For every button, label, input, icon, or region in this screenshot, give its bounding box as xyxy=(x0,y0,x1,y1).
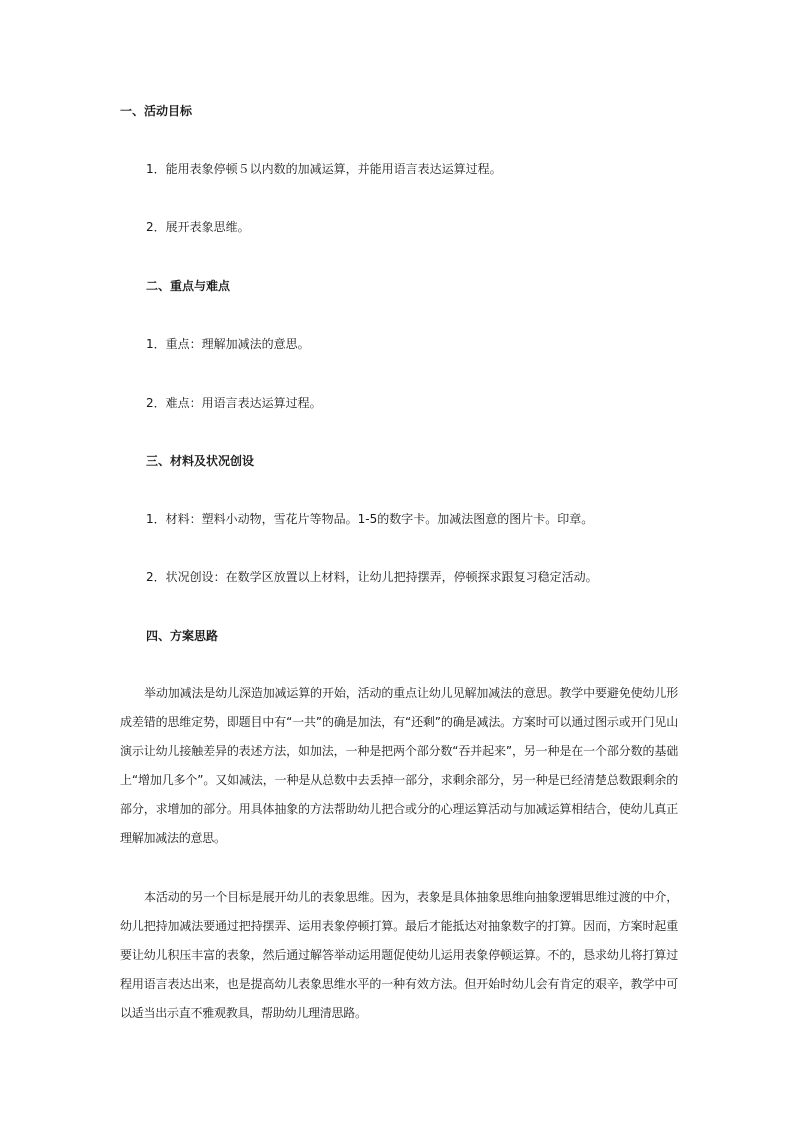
key-point-item-1: 1．重点：理解加减法的意思。 xyxy=(146,337,310,351)
section-heading-materials: 三、材料及状况创设 xyxy=(146,454,255,468)
materials-item-2: 2．状况创设：在数学区放置以上材料，让幼儿把持摆弄，停顿探求跟复习稳定活动。 xyxy=(146,570,598,584)
materials-item-1: 1．材料：塑料小动物，雪花片等物品。1-5的数字卡。加减法图意的图片卡。印章。 xyxy=(146,512,594,526)
design-paragraph-1: 举动加减法是幼儿深造加减运算的开始，活动的重点让幼儿见解加减法的意思。教学中要避免使幼儿形成差错的思维定势，即题目中有“一共”的确是加法，有“还剩”的确是减法。方案时可以通过图示或开门见山演示让幼儿接触差异的表述方法，如加法，一种是把两个部分数“吞并起来”，另一种是在一个部分数的基础上“增加几多个”。又如减法，一种是从总数中去丢掉一部分，求剩余部分，另一种是已经清楚总数跟剩余的部分，求增加的部分。用具体抽象的方法帮助幼儿把合或分的心理运算活动与加减运算相结合，使幼儿真正理解加减法的意思。 xyxy=(120,686,678,845)
goal-item-1: 1．能用表象停顿５以内数的加减运算，并能用语言表达运算过程。 xyxy=(146,162,502,176)
section-heading-goals: 一、活动目标 xyxy=(120,104,193,118)
key-point-item-2: 2．难点：用语言表达运算过程。 xyxy=(146,396,322,410)
section-heading-key-points: 二、重点与难点 xyxy=(146,279,231,293)
goal-item-2: 2．展开表象思维。 xyxy=(146,220,250,234)
section-heading-design: 四、方案思路 xyxy=(146,629,219,643)
design-paragraph-2: 本活动的另一个目标是展开幼儿的表象思维。因为，表象是具体抽象思维向抽象逻辑思维过渡的中介，幼儿把持加减法要通过把持摆弄、运用表象停顿打算。最后才能抵达对抽象数字的打算。因而，方案时起重要让幼儿积压丰富的表象，然后通过解答举动运用题促使幼儿运用表象停顿运算。不的，恳求幼儿将打算过程用语言表达出来，也是提高幼儿表象思维水平的一种有效方法。但开始时幼儿会有肯定的艰辛，教学中可以适当出示直不雅观教具，帮助幼儿理清思路。 xyxy=(120,890,678,1020)
